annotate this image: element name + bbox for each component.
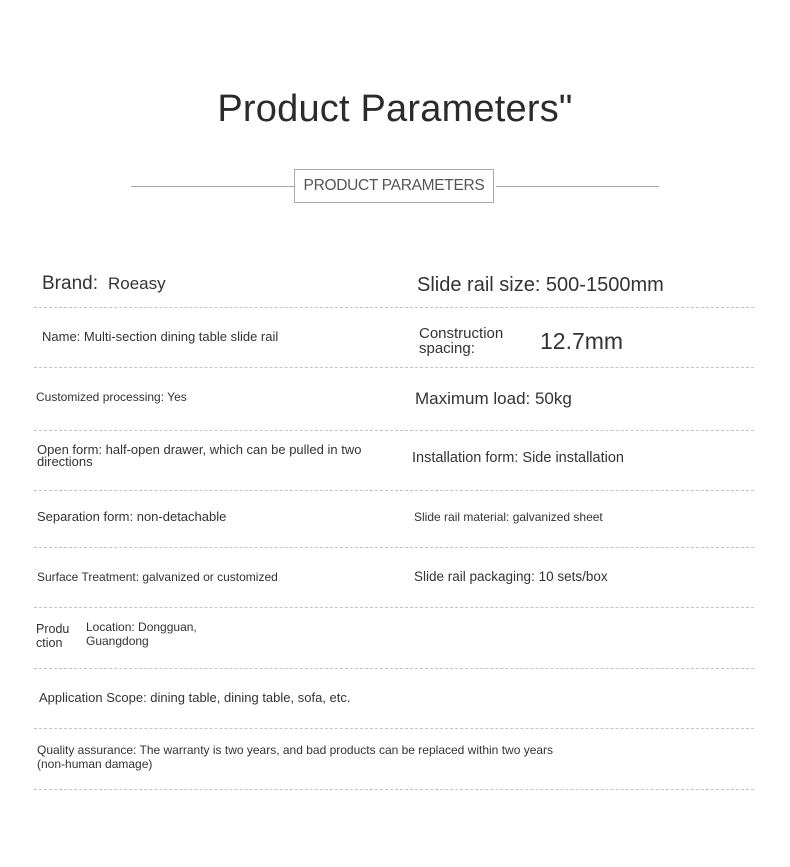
row-divider	[34, 668, 754, 669]
quality-assurance: Quality assurance: The warranty is two years, and bad products can be replaced within two years (non-human damage)	[37, 743, 554, 771]
row-divider	[34, 490, 754, 491]
application-scope: Application Scope: dining table, dining table, sofa, etc.	[39, 690, 351, 705]
row-divider	[34, 367, 754, 368]
surface-treatment: Surface Treatment: galvanized or customized	[37, 570, 278, 584]
page-title: Product Parameters"	[217, 88, 573, 130]
row-divider	[34, 307, 754, 308]
construction-label: Construction spacing:	[419, 325, 504, 357]
subtitle-line-right	[496, 186, 659, 187]
slide-rail-material: Slide rail material: galvanized sheet	[414, 510, 603, 524]
row-divider	[34, 728, 754, 729]
slide-rail-size: Slide rail size: 500-1500mm	[417, 274, 664, 296]
separation-form: Separation form: non-detachable	[37, 509, 227, 524]
installation-form: Installation form: Side installation	[412, 450, 624, 466]
brand-label: Brand:	[42, 273, 98, 294]
production-location: Location: Dongguan, Guangdong	[86, 620, 197, 648]
maximum-load: Maximum load: 50kg	[415, 389, 572, 408]
subtitle-line-left	[131, 186, 294, 187]
open-form: Open form: half-open drawer, which can be pulled in two directions	[37, 442, 362, 470]
row-divider	[34, 607, 754, 608]
brand-value: Roeasy	[108, 274, 166, 293]
row-divider	[34, 547, 754, 548]
construction-value: 12.7mm	[540, 328, 624, 354]
row-divider	[34, 430, 754, 431]
slide-rail-packaging: Slide rail packaging: 10 sets/box	[414, 569, 608, 584]
production-label: Production	[36, 622, 70, 651]
customized-processing: Customized processing: Yes	[36, 390, 187, 404]
row-divider	[34, 789, 754, 790]
name-param: Name: Multi-section dining table slide rail	[42, 329, 279, 344]
subtitle-box: PRODUCT PARAMETERS	[294, 169, 494, 203]
